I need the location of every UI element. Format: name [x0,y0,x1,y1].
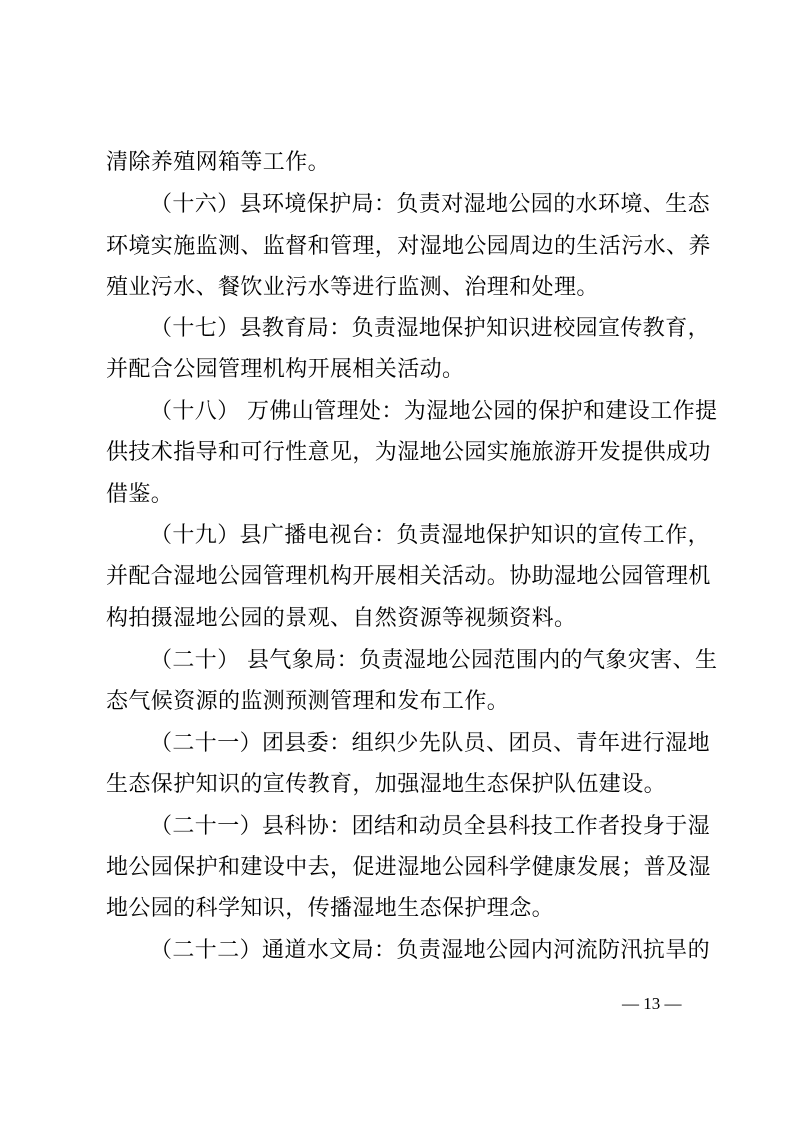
text-line: 供技术指导和可行性意见，为湿地公园实施旅游开发提供成功 [106,440,711,465]
text-line: （十六）县环境保护局：负责对湿地公园的水环境、生态 [150,192,711,217]
text-line: （二十） 县气象局：负责湿地公园范围内的气象灾害、生 [150,648,718,673]
text-line: （二十二）通道水文局：负责湿地公园内河流防汛抗旱的 [150,938,711,963]
text-line: 构拍摄湿地公园的景观、自然资源等视频资料。 [106,606,577,631]
text-line: 并配合公园管理机构开展相关活动。 [106,357,465,382]
text-line: （十七）县教育局：负责湿地保护知识进校园宣传教育， [150,316,711,341]
text-line: （二十一）团县委：组织少先队员、团员、青年进行湿地 [150,731,711,756]
text-line: 态气候资源的监测预测管理和发布工作。 [106,689,510,714]
text-line: 借鉴。 [106,482,174,507]
text-line: （二十一）县科协：团结和动员全县科技工作者投身于湿 [150,814,711,839]
text-line: 地公园的科学知识，传播湿地生态保护理念。 [106,896,555,921]
text-line: 殖业污水、餐饮业污水等进行监测、治理和处理。 [106,275,599,300]
text-line: 生态保护知识的宣传教育，加强湿地生态保护队伍建设。 [106,772,667,797]
text-line: 地公园保护和建设中去，促进湿地公园科学健康发展；普及湿 [106,855,711,880]
text-line: （十九）县广播电视台：负责湿地保护知识的宣传工作， [150,523,711,548]
page-number: — 13 — [622,994,682,1013]
text-line: （十八） 万佛山管理处：为湿地公园的保护和建设工作提 [150,399,718,424]
text-line: 环境实施监测、监督和管理，对湿地公园周边的生活污水、养 [106,234,711,259]
text-line: 并配合湿地公园管理机构开展相关活动。协助湿地公园管理机 [106,564,711,589]
text-line: 清除养殖网箱等工作。 [106,150,331,175]
